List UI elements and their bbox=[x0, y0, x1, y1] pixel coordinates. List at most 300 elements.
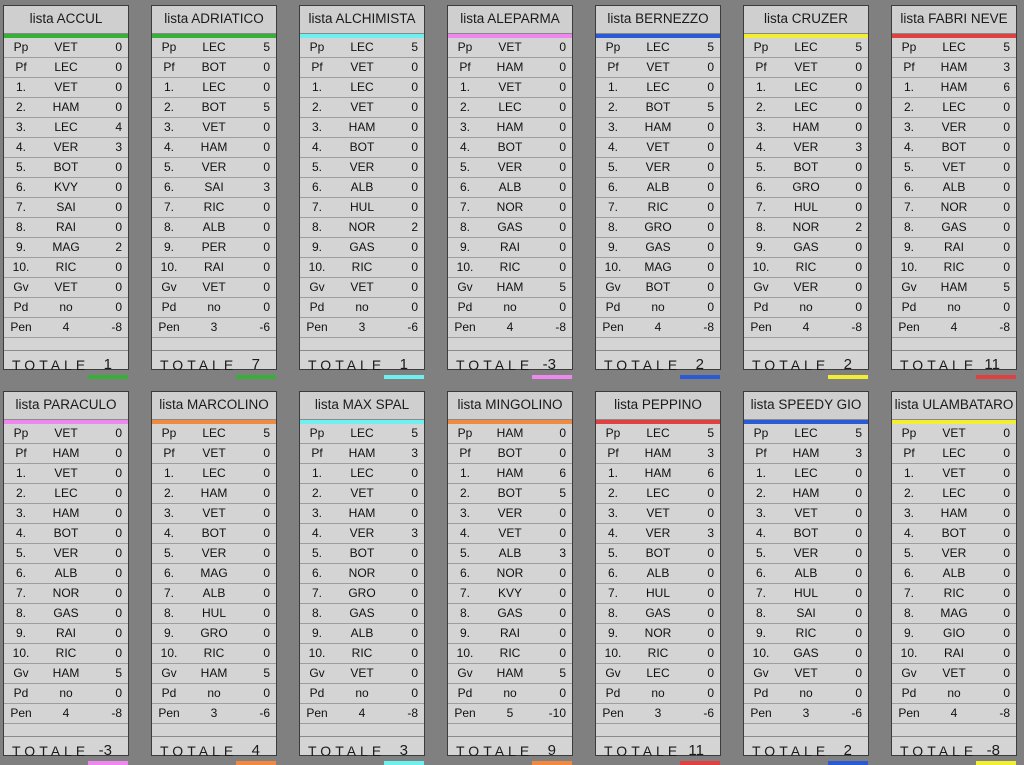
pick-driver: RAI bbox=[943, 240, 964, 254]
pick-driver: GAS bbox=[645, 606, 671, 620]
pick-position: 7. bbox=[903, 586, 914, 600]
pick-points: 0 bbox=[411, 666, 418, 680]
pick-driver: GAS bbox=[793, 240, 819, 254]
pick-points: 0 bbox=[559, 300, 566, 314]
pick-position: 6. bbox=[459, 180, 470, 194]
pick-points: 0 bbox=[855, 546, 862, 560]
pick-position: 3. bbox=[15, 506, 26, 520]
pick-row bbox=[596, 98, 720, 118]
pick-position: Pen bbox=[158, 706, 180, 720]
pick-points: 0 bbox=[263, 446, 270, 460]
pick-points: 3 bbox=[855, 140, 862, 154]
pick-driver: LEC bbox=[54, 60, 78, 74]
pick-position: 10. bbox=[308, 646, 326, 660]
pick-points: 0 bbox=[115, 626, 122, 640]
pick-points: 0 bbox=[855, 160, 862, 174]
pick-position: Pf bbox=[311, 446, 323, 460]
pick-row bbox=[892, 524, 1016, 544]
pick-row bbox=[300, 684, 424, 704]
pick-row bbox=[744, 158, 868, 178]
pick-driver: ALB bbox=[646, 180, 670, 194]
pick-points: 0 bbox=[707, 140, 714, 154]
pick-row bbox=[152, 318, 276, 338]
pick-row bbox=[892, 78, 1016, 98]
divider bbox=[152, 338, 276, 351]
pick-row bbox=[4, 98, 128, 118]
pick-row bbox=[152, 524, 276, 544]
pick-row bbox=[892, 584, 1016, 604]
pick-points: 0 bbox=[559, 240, 566, 254]
pick-row bbox=[448, 604, 572, 624]
pick-row bbox=[300, 118, 424, 138]
pick-driver: HAM bbox=[200, 486, 228, 500]
pick-row bbox=[448, 278, 572, 298]
pick-row bbox=[300, 258, 424, 278]
pick-row bbox=[300, 78, 424, 98]
pick-position: 8. bbox=[607, 220, 618, 234]
pick-driver: HAM bbox=[940, 60, 968, 74]
pick-position: Pd bbox=[605, 300, 621, 314]
pick-driver: NOR bbox=[792, 220, 820, 234]
pick-position: Pd bbox=[753, 300, 769, 314]
pick-row bbox=[892, 624, 1016, 644]
pick-driver: VET bbox=[498, 40, 522, 54]
pick-row bbox=[152, 664, 276, 684]
pick-position: 9. bbox=[163, 626, 174, 640]
pick-row bbox=[892, 198, 1016, 218]
pick-points: 0 bbox=[115, 200, 122, 214]
pick-driver: VER bbox=[793, 546, 819, 560]
pick-position: 3. bbox=[163, 506, 174, 520]
team-card bbox=[595, 5, 721, 373]
team-card bbox=[447, 5, 573, 373]
pick-points: 0 bbox=[855, 100, 862, 114]
pick-driver: SAI bbox=[796, 606, 816, 620]
pick-row bbox=[596, 564, 720, 584]
pick-position: 1. bbox=[163, 466, 174, 480]
pick-points: -8 bbox=[407, 706, 418, 720]
pick-driver: NOR bbox=[940, 200, 968, 214]
pick-row bbox=[4, 38, 128, 58]
pick-row bbox=[744, 318, 868, 338]
pick-position: 5. bbox=[15, 160, 26, 174]
pick-points: 0 bbox=[559, 100, 566, 114]
divider bbox=[448, 724, 572, 737]
pick-driver: NOR bbox=[348, 220, 376, 234]
total-value: 1 bbox=[103, 356, 112, 373]
pick-points: 2 bbox=[411, 220, 418, 234]
pick-points: 0 bbox=[1003, 606, 1010, 620]
pick-driver: HAM bbox=[496, 666, 524, 680]
pick-driver: LEC bbox=[942, 446, 966, 460]
pick-driver: 4 bbox=[802, 320, 810, 334]
pick-position: 4. bbox=[311, 526, 322, 540]
pick-points: 0 bbox=[263, 220, 270, 234]
pick-position: 3. bbox=[607, 506, 618, 520]
team-name: lista ACCUL bbox=[4, 6, 128, 34]
pick-points: 0 bbox=[1003, 686, 1010, 700]
pick-position: 8. bbox=[459, 606, 470, 620]
pick-points: 0 bbox=[263, 60, 270, 74]
pick-row bbox=[448, 624, 572, 644]
pick-points: 0 bbox=[115, 686, 122, 700]
pick-row bbox=[300, 564, 424, 584]
pick-points: 0 bbox=[559, 200, 566, 214]
pick-position: 9. bbox=[607, 240, 618, 254]
pick-driver: HAM bbox=[792, 486, 820, 500]
pick-points: 0 bbox=[115, 80, 122, 94]
pick-position: 5. bbox=[755, 546, 766, 560]
pick-points: 0 bbox=[1003, 566, 1010, 580]
pick-points: 0 bbox=[411, 240, 418, 254]
pick-row bbox=[448, 218, 572, 238]
pick-position: 4. bbox=[607, 140, 618, 154]
pick-points: 0 bbox=[115, 280, 122, 294]
pick-row bbox=[744, 604, 868, 624]
pick-position: Pp bbox=[457, 426, 473, 440]
pick-row bbox=[300, 98, 424, 118]
pick-driver: LEC bbox=[350, 426, 374, 440]
pick-driver: VER bbox=[645, 526, 671, 540]
pick-driver: VET bbox=[942, 426, 966, 440]
pick-driver: GRO bbox=[348, 586, 376, 600]
pick-driver: VET bbox=[54, 40, 78, 54]
pick-points: 0 bbox=[411, 546, 418, 560]
team-color-bar bbox=[532, 761, 572, 765]
pick-driver: LEC bbox=[794, 466, 818, 480]
pick-driver: HAM bbox=[200, 140, 228, 154]
pick-position: 4. bbox=[459, 140, 470, 154]
pick-position: Pf bbox=[903, 446, 915, 460]
pick-row bbox=[152, 218, 276, 238]
pick-position: 2. bbox=[755, 100, 766, 114]
pick-position: 7. bbox=[15, 200, 26, 214]
pick-points: 0 bbox=[115, 100, 122, 114]
pick-row bbox=[892, 218, 1016, 238]
pick-points: 0 bbox=[559, 426, 566, 440]
pick-position: Pen bbox=[750, 320, 772, 334]
pick-position: Pf bbox=[607, 446, 619, 460]
total-row bbox=[152, 351, 276, 379]
pick-row bbox=[448, 504, 572, 524]
pick-row bbox=[892, 298, 1016, 318]
pick-position: 4. bbox=[903, 140, 914, 154]
pick-driver: ALB bbox=[54, 566, 78, 580]
pick-position: Pen bbox=[10, 320, 32, 334]
pick-position: 8. bbox=[755, 220, 766, 234]
pick-position: Pp bbox=[309, 426, 325, 440]
pick-points: 0 bbox=[411, 506, 418, 520]
pick-row bbox=[300, 158, 424, 178]
pick-points: 0 bbox=[411, 140, 418, 154]
team-name: lista ADRIATICO bbox=[152, 6, 276, 34]
pick-row bbox=[448, 98, 572, 118]
pick-points: -8 bbox=[555, 320, 566, 334]
pick-points: 0 bbox=[855, 486, 862, 500]
pick-row bbox=[152, 238, 276, 258]
pick-driver: HAM bbox=[52, 446, 80, 460]
pick-points: 0 bbox=[559, 160, 566, 174]
pick-position: Pp bbox=[13, 40, 29, 54]
pick-row bbox=[448, 138, 572, 158]
pick-row bbox=[448, 178, 572, 198]
pick-points: 0 bbox=[707, 120, 714, 134]
pick-position: 8. bbox=[903, 220, 914, 234]
team-card bbox=[891, 5, 1017, 373]
pick-points: 3 bbox=[411, 446, 418, 460]
pick-row bbox=[448, 524, 572, 544]
pick-row bbox=[152, 78, 276, 98]
pick-row bbox=[596, 584, 720, 604]
pick-points: 3 bbox=[115, 140, 122, 154]
divider bbox=[4, 338, 128, 351]
pick-driver: NOR bbox=[496, 566, 524, 580]
pick-position: 1. bbox=[755, 80, 766, 94]
pick-driver: 3 bbox=[358, 320, 366, 334]
team-name: lista SPEEDY GIO bbox=[744, 392, 868, 420]
pick-points: 0 bbox=[855, 526, 862, 540]
team-name: lista CRUZER bbox=[744, 6, 868, 34]
pick-row bbox=[596, 624, 720, 644]
pick-points: 0 bbox=[411, 486, 418, 500]
divider bbox=[300, 724, 424, 737]
pick-row bbox=[744, 504, 868, 524]
pick-points: 0 bbox=[115, 446, 122, 460]
pick-position: Pp bbox=[457, 40, 473, 54]
pick-points: 0 bbox=[707, 686, 714, 700]
pick-driver: RIC bbox=[203, 200, 225, 214]
pick-points: 0 bbox=[559, 180, 566, 194]
pick-position: Pen bbox=[10, 706, 32, 720]
pick-row bbox=[4, 684, 128, 704]
pick-row bbox=[152, 604, 276, 624]
team-color-bar bbox=[976, 375, 1016, 379]
pick-driver: SAI bbox=[56, 200, 76, 214]
pick-position: Gv bbox=[309, 280, 325, 294]
pick-position: 9. bbox=[755, 240, 766, 254]
pick-driver: HAM bbox=[792, 120, 820, 134]
pick-driver: BOT bbox=[645, 546, 671, 560]
pick-points: 0 bbox=[263, 200, 270, 214]
pick-position: 1. bbox=[903, 466, 914, 480]
pick-position: Pf bbox=[163, 60, 175, 74]
pick-points: 0 bbox=[1003, 586, 1010, 600]
pick-points: 0 bbox=[855, 686, 862, 700]
team-color-bar bbox=[88, 761, 128, 765]
pick-driver: ALB bbox=[202, 220, 226, 234]
pick-position: 3. bbox=[163, 120, 174, 134]
team-card bbox=[151, 5, 277, 373]
pick-row bbox=[300, 664, 424, 684]
pick-driver: ALB bbox=[498, 546, 522, 560]
pick-points: 0 bbox=[115, 606, 122, 620]
total-row bbox=[596, 351, 720, 379]
pick-driver: 4 bbox=[950, 706, 958, 720]
pick-row bbox=[4, 624, 128, 644]
pick-points: 0 bbox=[263, 586, 270, 600]
pick-points: 0 bbox=[855, 60, 862, 74]
pick-points: 0 bbox=[1003, 240, 1010, 254]
pick-points: 0 bbox=[263, 140, 270, 154]
pick-points: 0 bbox=[707, 280, 714, 294]
pick-position: Pd bbox=[753, 686, 769, 700]
pick-position: Pd bbox=[161, 686, 177, 700]
pick-row bbox=[596, 504, 720, 524]
pick-driver: no bbox=[59, 300, 73, 314]
pick-position: 6. bbox=[163, 566, 174, 580]
pick-driver: RIC bbox=[55, 260, 77, 274]
pick-points: 3 bbox=[707, 526, 714, 540]
pick-driver: VER bbox=[349, 160, 375, 174]
pick-position: 6. bbox=[15, 180, 26, 194]
pick-driver: VER bbox=[201, 160, 227, 174]
pick-driver: NOR bbox=[496, 200, 524, 214]
pick-row bbox=[300, 464, 424, 484]
pick-row bbox=[300, 218, 424, 238]
pick-position: 4. bbox=[903, 526, 914, 540]
pick-points: 2 bbox=[855, 220, 862, 234]
pick-driver: no bbox=[207, 300, 221, 314]
pick-driver: VER bbox=[53, 546, 79, 560]
pick-driver: 4 bbox=[950, 320, 958, 334]
pick-driver: LEC bbox=[350, 40, 374, 54]
pick-points: 0 bbox=[855, 200, 862, 214]
team-color-bar bbox=[680, 761, 720, 765]
pick-points: 3 bbox=[559, 546, 566, 560]
pick-points: 0 bbox=[707, 180, 714, 194]
total-label: TOTALE bbox=[752, 357, 830, 373]
pick-row bbox=[300, 604, 424, 624]
pick-driver: VET bbox=[942, 160, 966, 174]
team-name: lista MARCOLINO bbox=[152, 392, 276, 420]
pick-points: 0 bbox=[263, 240, 270, 254]
pick-row bbox=[4, 278, 128, 298]
pick-driver: VET bbox=[54, 466, 78, 480]
pick-row bbox=[744, 484, 868, 504]
pick-points: -8 bbox=[851, 320, 862, 334]
pick-driver: LEC bbox=[794, 100, 818, 114]
pick-position: 10. bbox=[900, 260, 918, 274]
total-label: TOTALE bbox=[456, 743, 534, 759]
pick-points: 0 bbox=[1003, 100, 1010, 114]
pick-points: 0 bbox=[855, 646, 862, 660]
team-name: lista PARACULO bbox=[4, 392, 128, 420]
pick-points: 0 bbox=[855, 300, 862, 314]
pick-points: 0 bbox=[707, 260, 714, 274]
pick-position: 3. bbox=[311, 506, 322, 520]
pick-driver: BOT bbox=[53, 526, 79, 540]
pick-position: 10. bbox=[12, 260, 30, 274]
pick-driver: RIC bbox=[647, 646, 669, 660]
pick-driver: VET bbox=[202, 446, 226, 460]
pick-driver: GAS bbox=[497, 220, 523, 234]
pick-driver: 4 bbox=[62, 706, 70, 720]
divider bbox=[448, 338, 572, 351]
pick-position: 7. bbox=[163, 200, 174, 214]
pick-position: Pd bbox=[13, 686, 29, 700]
pick-position: 4. bbox=[163, 140, 174, 154]
pick-points: 0 bbox=[707, 160, 714, 174]
pick-row bbox=[596, 78, 720, 98]
pick-row bbox=[744, 58, 868, 78]
team-name: lista PEPPINO bbox=[596, 392, 720, 420]
pick-driver: RIC bbox=[647, 200, 669, 214]
pick-row bbox=[596, 178, 720, 198]
pick-row bbox=[596, 464, 720, 484]
pick-row bbox=[892, 278, 1016, 298]
pick-position: Pd bbox=[13, 300, 29, 314]
pick-driver: RIC bbox=[499, 260, 521, 274]
pick-points: 0 bbox=[263, 526, 270, 540]
total-row bbox=[448, 737, 572, 765]
pick-row bbox=[448, 544, 572, 564]
pick-position: 4. bbox=[163, 526, 174, 540]
pick-row bbox=[300, 644, 424, 664]
pick-row bbox=[744, 98, 868, 118]
pick-driver: 5 bbox=[506, 706, 514, 720]
total-value: 9 bbox=[547, 742, 556, 759]
pick-row bbox=[4, 444, 128, 464]
pick-driver: LEC bbox=[794, 80, 818, 94]
team-card bbox=[447, 391, 573, 759]
pick-driver: ALB bbox=[942, 180, 966, 194]
pick-row bbox=[300, 544, 424, 564]
pick-points: 0 bbox=[559, 686, 566, 700]
pick-points: 0 bbox=[559, 646, 566, 660]
pick-row bbox=[744, 704, 868, 724]
pick-driver: ALB bbox=[942, 566, 966, 580]
pick-points: -8 bbox=[111, 320, 122, 334]
pick-position: 10. bbox=[456, 260, 474, 274]
team-color-bar bbox=[828, 375, 868, 379]
divider bbox=[596, 724, 720, 737]
pick-driver: HUL bbox=[645, 586, 670, 600]
pick-driver: RAI bbox=[55, 220, 76, 234]
pick-points: 0 bbox=[707, 300, 714, 314]
pick-position: Pp bbox=[161, 426, 177, 440]
pick-position: Gv bbox=[309, 666, 325, 680]
pick-row bbox=[4, 424, 128, 444]
pick-driver: ALB bbox=[498, 180, 522, 194]
pick-driver: no bbox=[503, 686, 517, 700]
pick-points: 0 bbox=[115, 586, 122, 600]
pick-position: 1. bbox=[755, 466, 766, 480]
pick-position: 5. bbox=[607, 546, 618, 560]
pick-row bbox=[4, 584, 128, 604]
pick-driver: VER bbox=[793, 280, 819, 294]
pick-driver: BOT bbox=[497, 446, 523, 460]
pick-driver: RAI bbox=[943, 646, 964, 660]
pick-position: 5. bbox=[459, 160, 470, 174]
pick-driver: HAM bbox=[940, 80, 968, 94]
pick-row bbox=[4, 158, 128, 178]
pick-position: 9. bbox=[903, 626, 914, 640]
pick-driver: LEC bbox=[942, 40, 966, 54]
pick-points: 4 bbox=[115, 120, 122, 134]
pick-position: 2. bbox=[163, 486, 174, 500]
pick-position: 7. bbox=[311, 586, 322, 600]
pick-driver: VET bbox=[794, 60, 818, 74]
pick-row bbox=[892, 504, 1016, 524]
pick-position: 5. bbox=[459, 546, 470, 560]
pick-row bbox=[300, 624, 424, 644]
team-name: lista FABRI NEVE bbox=[892, 6, 1016, 34]
total-value: 7 bbox=[251, 356, 260, 373]
pick-row bbox=[152, 178, 276, 198]
pick-position: 9. bbox=[459, 626, 470, 640]
pick-points: 0 bbox=[263, 466, 270, 480]
total-label: TOTALE bbox=[900, 357, 978, 373]
